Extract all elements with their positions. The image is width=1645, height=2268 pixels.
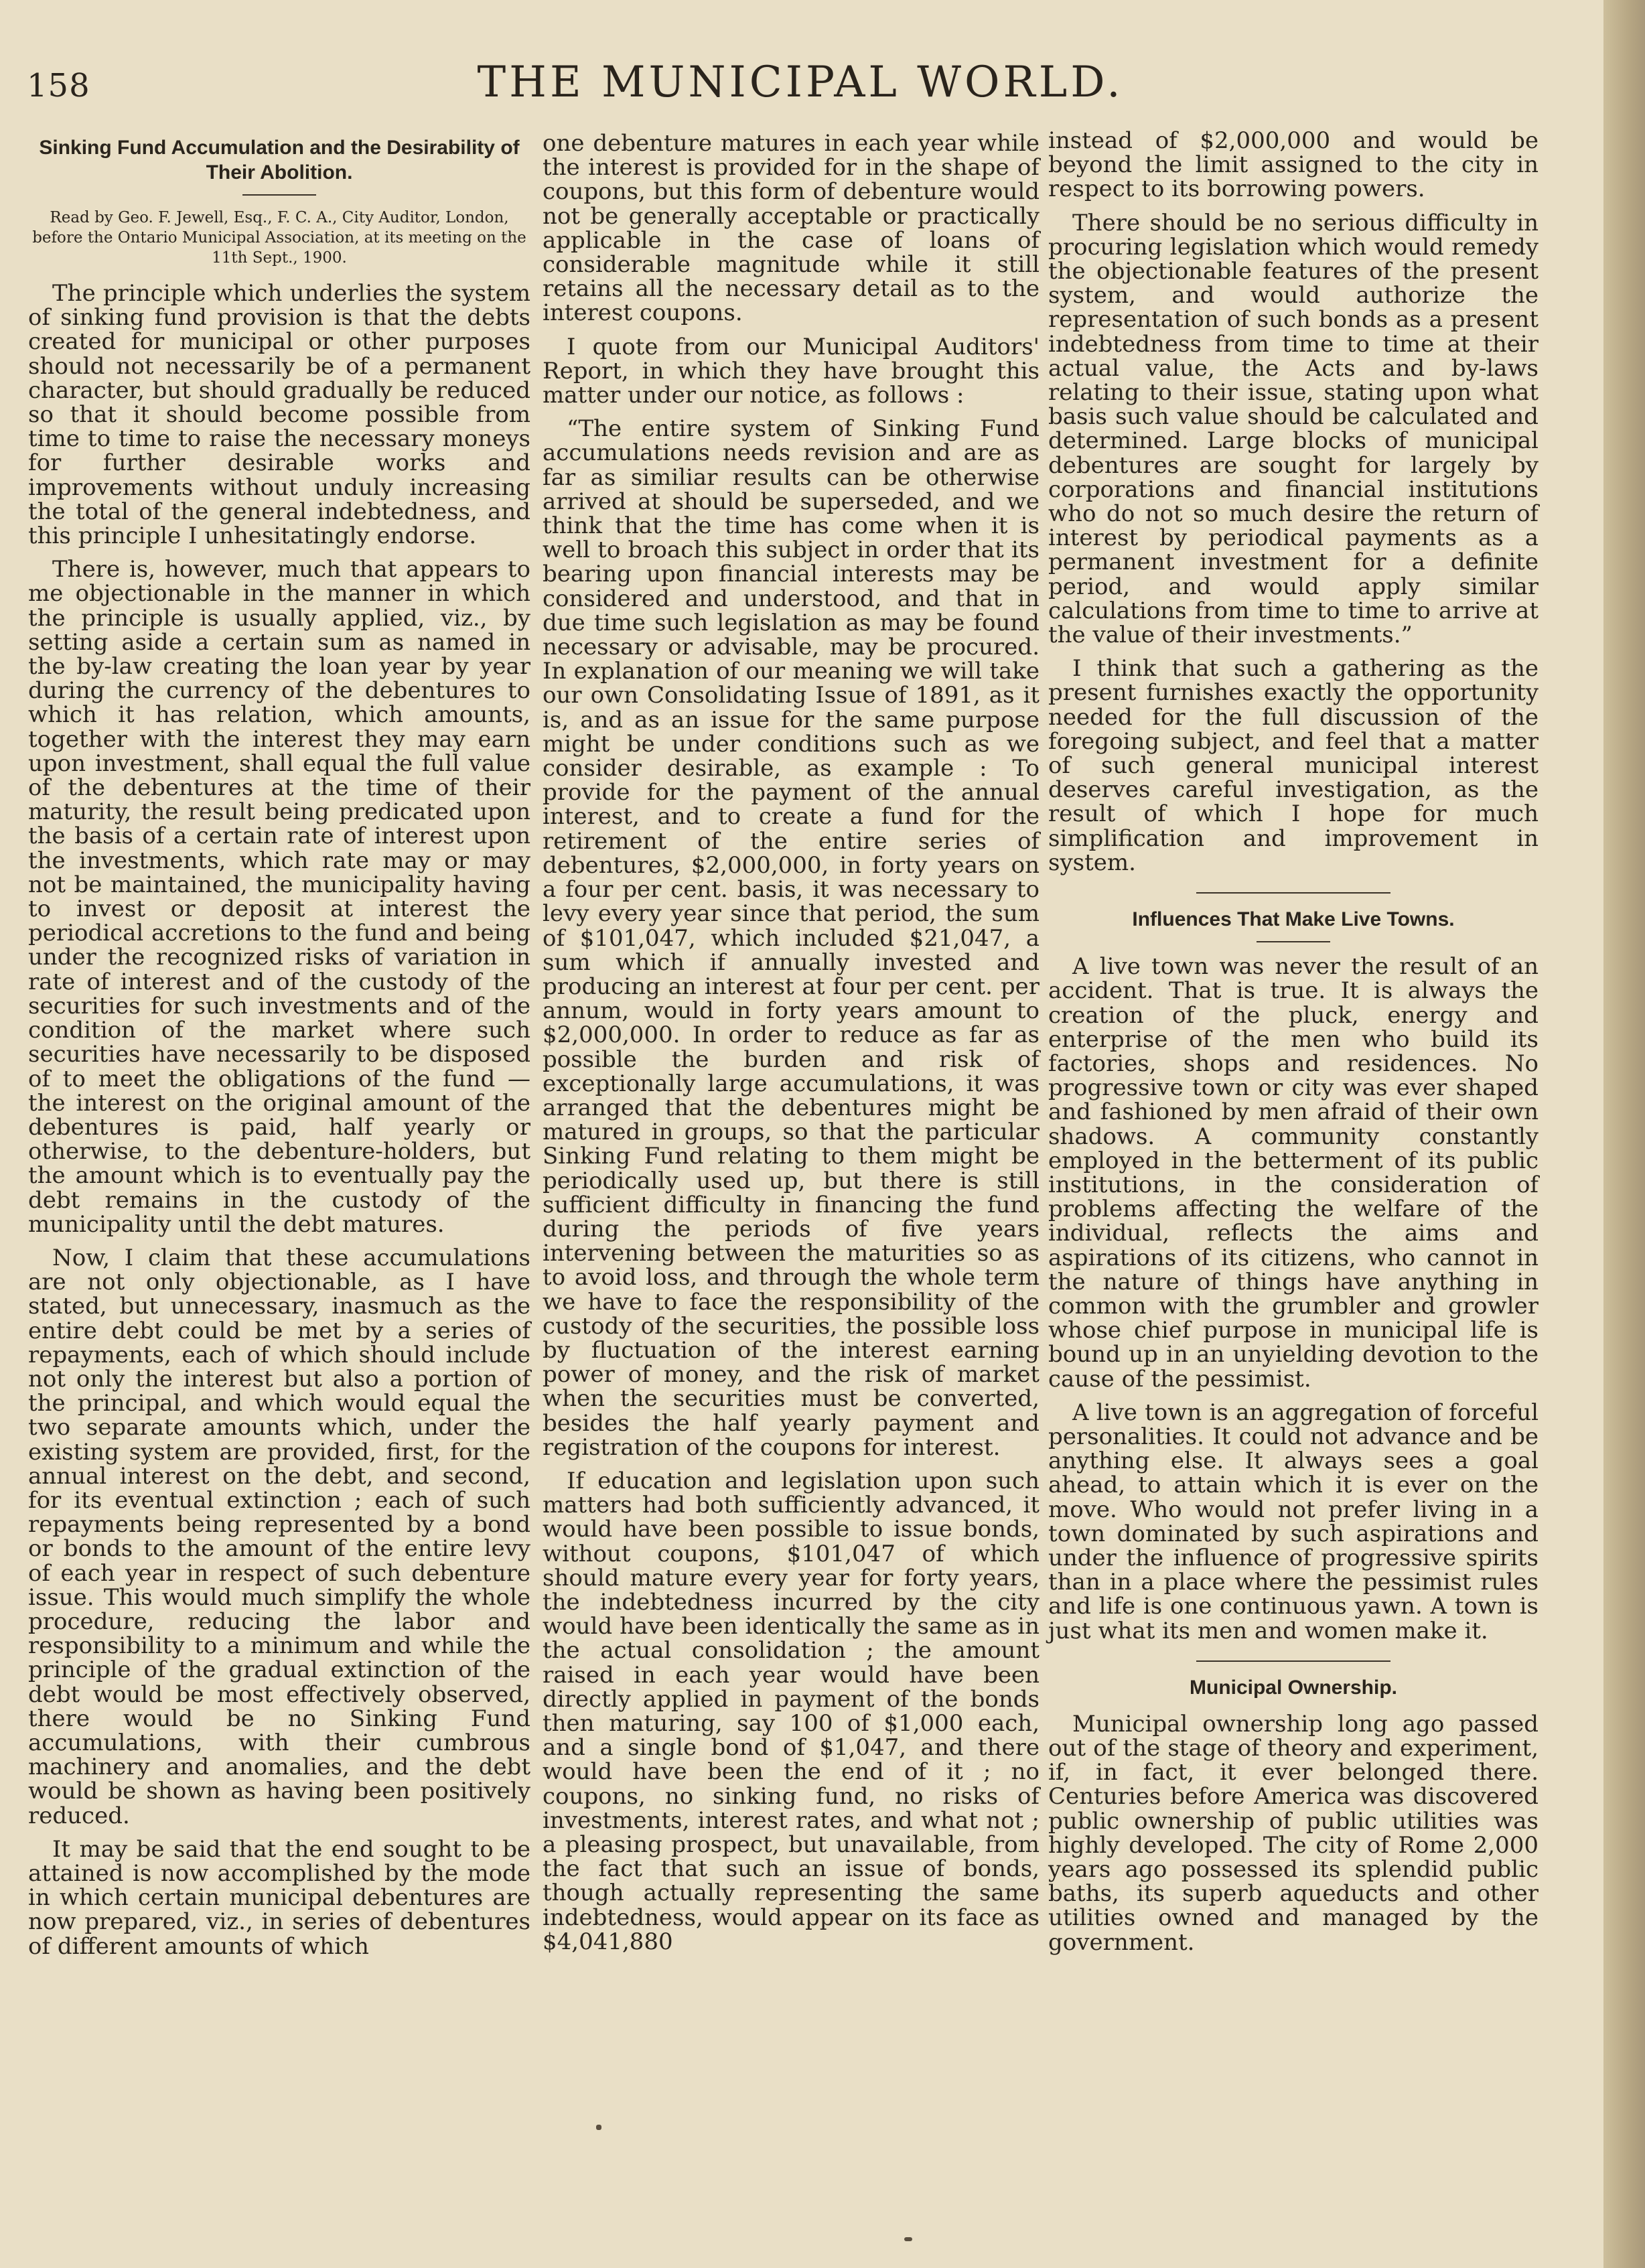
paragraph: Now, I claim that these accumulations are not only objectionable, as I have stated, but unnecessary, inasmuch as the entire debt could be met by a series of repayments, each of which should include not only the interest but also a portion of the principal, and which would equal the two separate amounts which, under the existing system are provided, first, for the annual interest on the debt, and second, for its eventual extinction ; each of such repayments being represented by a bond or bonds to the amount of the entire levy of each year in respect of such debenture issue. This would much simplify the whole procedure, reducing the labor and responsibility to a minimum and while the principle of the gradual extinction of the debt would be most effectively observed, there would be no Sinking Fund accumulations, with their cumbrous machinery and anomalies, and the debt would be shown as having been positively reduced. — [28, 1244, 530, 1829]
column-1 — [28, 131, 530, 1959]
paragraph: A live town was never the result of an accident. That is true. It is always the creation of the pluck, energy and enterprise of the men who build its factories, shops and residences. No progressive town or city was ever shaped and fashioned by men afraid of their own shadows. A community constantly employed in the betterment of its public institutions, in the consideration of problems affecting the welfare of the individual, reflects the aims and aspirations of its citizens, who cannot in the nature of things have anything in common with the grumbler and growler whose chief purpose in municipal life is bound up in an unyielding devotion to the cause of the pessimist. — [1048, 953, 1539, 1393]
paragraph: If education and legislation upon such matters had both sufficiently advanced, it would have been possible to issue bonds, without coupons, $101,047 of which should mature every year for forty years, the indebtedness incurred by the city would have been identically the same as in the actual consolidation ; the amount raised in each year would have been directly applied in payment of the bonds then maturing, say 100 of $1,000 each, and a single bond of $1,047, and there would have been the end of it ; no coupons, no sinking fund, no risks of investments, interest rates, and what not ; a pleasing prospect, but unavailable, from the fact that such an issue of bonds, though actually representing the same indebtedness, would appear on its face as $4,041,880 — [543, 1467, 1040, 1955]
paragraph: I think that such a gathering as the present furnishes exactly the opportunity needed for the full discussion of the foregoing subject, and feel that a matter of such general municipal interest deserves careful investigation, as the result of which I hope for much simplification and improvement in system. — [1048, 655, 1539, 876]
section-divider — [1196, 892, 1390, 894]
quote-paragraph: “The entire system of Sinking Fund accumulations needs revision and are as far as similiar results can be otherwise arrived at should be superseded, and we think that the time has come when it is well to broach this subject in order that its bearing upon financial interests may be considered and understood, and that in due time such legislation as may be found necessary or advisable, may be procured. In explanation of our meaning we will take our own Consolidating Issue of 1891, as it is, and as an issue for the same purpose might be under conditions such as we consider desirable, as example : To provide for the payment of the annual interest, and to create a fund for the retirement of the entire series of debentures, $2,000,000, in forty years on a four per cent. basis, it was necessary to levy every year since that period, the sum of $101,047, which included $21,047, a sum which if annually invested and producing an interest at four per cent. per annum, would in forty years amount to $2,000,000. In order to reduce as far as possible the burden and risk of exceptionally large accumulations, it was arranged that the debentures might be matured in groups, so that the particular Sinking Fund relating to them might be periodically used up, but there is still sufficient difficulty in financing the fund during the periods of five years intervening between the maturities so as to avoid loss, and through the whole term we have to face the responsibility of the custody of the securities, the possible loss by fluctuation of the interest earning power of money, and the risk of market when the securities must be converted, besides the half yearly payment and registration of the coupons for interest. — [543, 415, 1040, 1461]
article-title-live-towns: Influences That Make Live Towns. — [1132, 908, 1455, 931]
column-2 — [543, 131, 1040, 1954]
title-rule — [242, 194, 316, 196]
ink-speck — [596, 2125, 601, 2130]
ink-speck — [904, 2237, 912, 2241]
paragraph: one debenture matures in each year while the interest is provided for in the shape of coupons, but this form of debenture would not be generally acceptable or practically applicable in the case of loans of considerable magnitude while it still retains all the necessary detail as to the interest coupons. — [543, 130, 1040, 327]
paragraph: The principle which underlies the system of sinking fund provision is that the debts created for municipal or other purposes should not necessarily be of a permanent character, but should gradually be reduced so that it should become possible from time to time to raise the necessary moneys for further desirable works and improvements without unduly increasing the total of the general indebtedness, and this principle I unhesitatingly endorse. — [28, 280, 530, 550]
title-rule — [1257, 941, 1330, 942]
article-title-sinking-fund: Sinking Fund Accumulation and the Desirability of Their Abolition. — [39, 137, 520, 184]
section-divider — [1196, 1660, 1390, 1662]
column-3 — [1048, 129, 1539, 1955]
paragraph: A live town is an aggregation of forceful personalities. It could not advance and be anything else. It always sees a goal ahead, to attain which it is ever on the move. Who would not prefer living in a town dominated by such aspirations and under the influence of progressive spirits than in a place where the pessimist rules and life is one continuous yawn. A town is just what its men and women make it. — [1048, 1399, 1539, 1644]
article-byline: Read by Geo. F. Jewell, Esq., F. C. A., City Auditor, London, before the Ontario Municipal Association, at its meeting on the 11th Sept., 1900. — [32, 209, 526, 267]
paragraph: I quote from our Municipal Auditors' Report, in which they have brought this matter under our notice, as follows : — [543, 333, 1040, 409]
paragraph: There should be no serious difficulty in procuring legislation which would remedy the objectionable features of the present system, and would authorize the representation of such bonds as a present indebtedness from time to time at their actual value, the Acts and by-laws relating to their issue, stating upon what basis such value should be calculated and determined. Large blocks of municipal debentures are sought for largely by corporations and financial institutions who do not so much desire the return of interest by periodical payments as a permanent investment for a definite period, and would apply similar calculations from time to time to arrive at the value of their investments.” — [1048, 209, 1539, 649]
paragraph: Municipal ownership long ago passed out of the stage of theory and experiment, if, in fact, it ever belonged there. Centuries before America was discovered public ownership of public utilities was highly developed. The city of Rome 2,000 years ago possessed its splendid public baths, its superb aqueducts and other utilities owned and managed by the government. — [1048, 1710, 1539, 1956]
article-title-municipal-ownership: Municipal Ownership. — [1189, 1676, 1398, 1699]
paragraph: instead of $2,000,000 and would be beyond the limit assigned to the city in respect to its borrowing powers. — [1048, 127, 1539, 203]
page-number: 158 — [27, 67, 90, 104]
paragraph: There is, however, much that appears to me objectionable in the manner in which the principle is usually applied, viz., by setting aside a certain sum as named in the by-law creating the loan year by year during the currency of the debentures to which it has relation, which amounts, together with the interest they may earn upon investment, shall equal the full value of the debentures at the time of their maturity, the result being predicated upon the basis of a certain rate of interest upon the investments, which rate may or may not be maintained, the municipality having to invest or deposit at interest the periodical accretions to the fund and being under the recognized risks of variation in rate of interest and of the custody of the securities for such investments and of the condition of the market where such securities have necessarily to be disposed of to meet the obligations of the fund — the interest on the original amount of the debentures is paid, half yearly or otherwise, to the debenture-holders, but the amount which is to eventually pay the debt remains in the custody of the municipality until the debt matures. — [28, 556, 530, 1238]
paragraph: It may be said that the end sought to be attained is now accomplished by the mode in which certain municipal debentures are now prepared, viz., in series of debentures of different amounts of which — [28, 1835, 530, 1960]
masthead-title: THE MUNICIPAL WORLD. — [477, 58, 1124, 107]
page-edge-shadow — [1603, 0, 1645, 2268]
